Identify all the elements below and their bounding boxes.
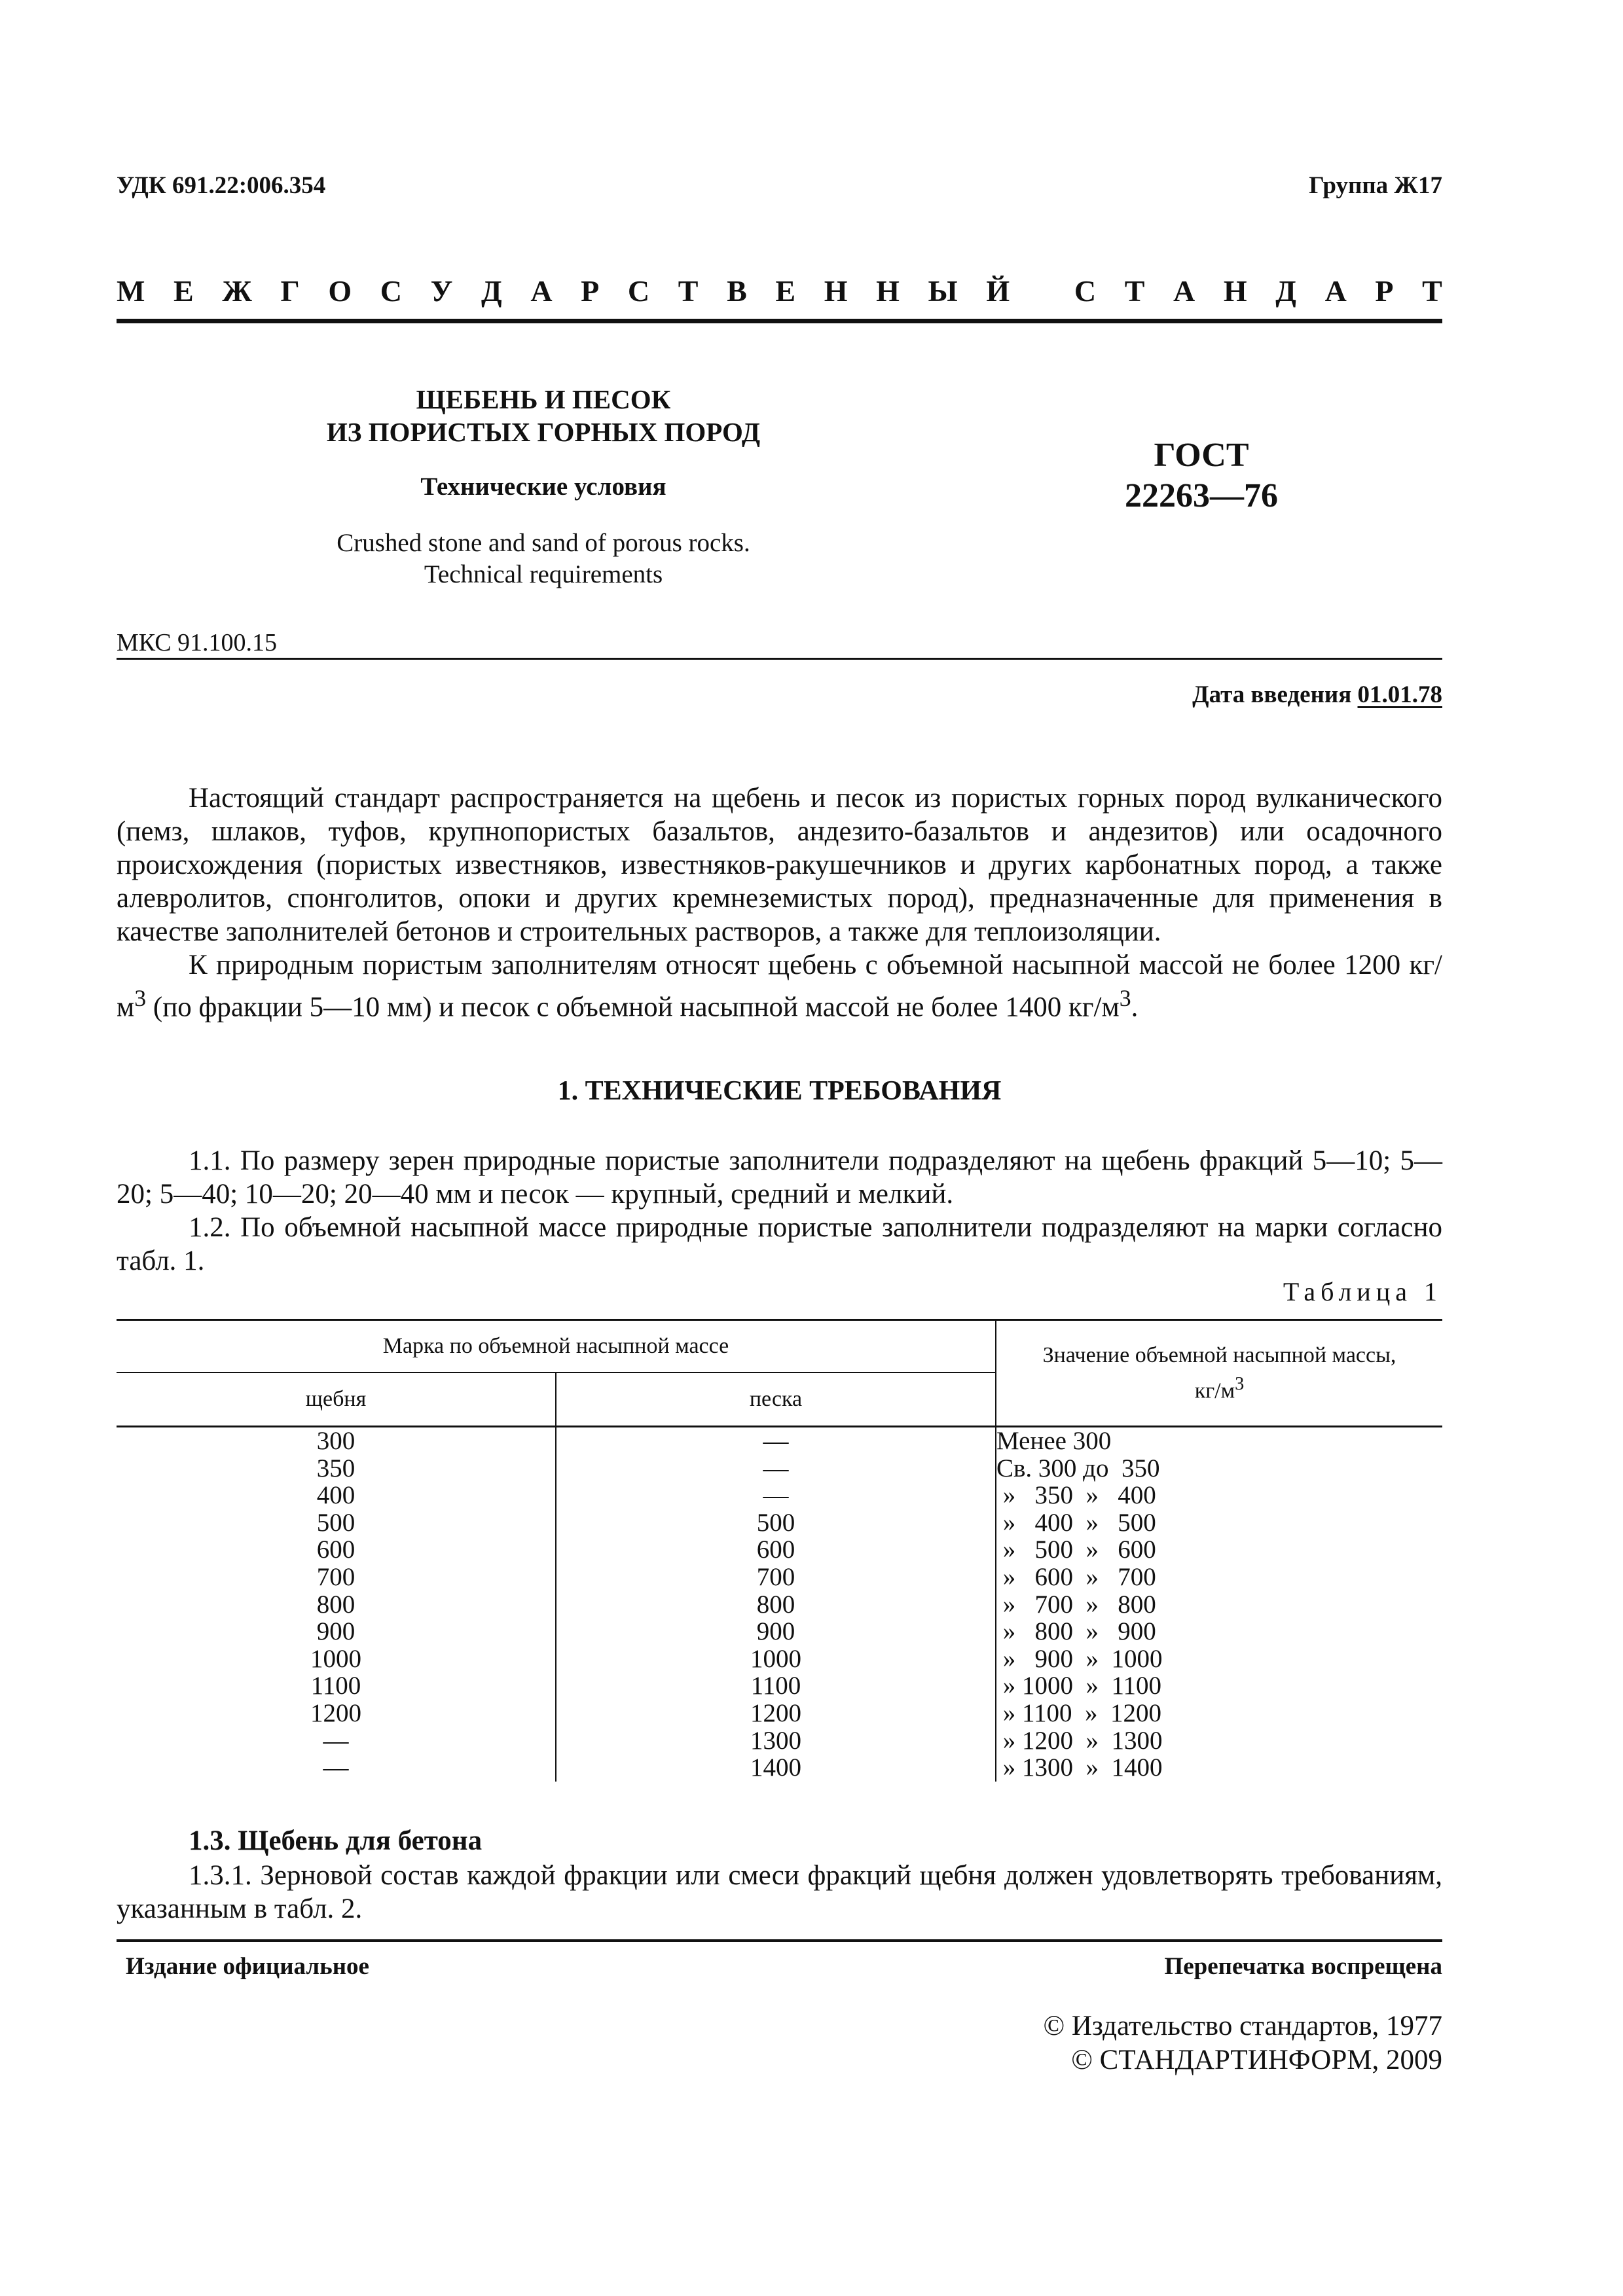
english-title (262, 528, 825, 590)
table-header-mark: Марка по объемной насыпной массе (117, 1320, 996, 1373)
table-cell-crushed: 1000 (310, 1644, 361, 1673)
intro-paragraph-1: Настоящий стандарт распространяется на щебень и песок из пористых горных пород вулканического (пемз, шлаков, туфов, крупнопористых базальтов, андезито-базальтов и андезитов) или осадочного происхождения (пористых известняков, известняков-ракушечников и других карбонатных пород, а также алевролитов, спонголитов, опоки и других кремнеземистых пород), предназначенные для применения в качестве заполнителей бетонов и строительных растворов, а также для теплоизоляции. (117, 783, 1442, 947)
table-column-values (996, 1427, 1442, 1782)
table-column-crushed (117, 1427, 556, 1782)
table-header-value-line: Значение объемной насыпной массы, (1042, 1342, 1396, 1367)
english-title-line-2: Technical requirements (424, 560, 663, 588)
interstate-letter: Р (1375, 274, 1394, 308)
table-cell-sand: — (763, 1481, 789, 1510)
footer-rule (117, 1939, 1442, 1942)
section-1-3-heading: 1.3. Щебень для бетона (189, 1825, 483, 1856)
table-cell-sand: 1100 (750, 1672, 801, 1700)
table-cell-sand: 800 (756, 1590, 795, 1619)
interstate-letter: Д (1275, 274, 1296, 308)
table-header-sand: песка (556, 1372, 996, 1427)
interstate-letter: Ж (222, 274, 252, 308)
table-cell-value: » 400 » 500 (996, 1508, 1156, 1537)
table-cell-value: » 500 » 600 (996, 1535, 1156, 1564)
table-cell-sand: 1200 (750, 1698, 801, 1727)
interstate-letter: Н (876, 274, 900, 308)
table-cell-value: Св. 300 до 350 (996, 1454, 1160, 1482)
group-code: Группа Ж17 (1309, 172, 1442, 199)
section-1-text (117, 1144, 1442, 1278)
copyright-1977: © Издательство стандартов, 1977 (1043, 2011, 1442, 2041)
table-cell-value: » 1000 » 1100 (996, 1672, 1162, 1700)
interstate-letter: Т (1124, 274, 1145, 308)
official-edition-label: Издание официальное (126, 1953, 369, 1980)
table-cell-sand: 1400 (750, 1753, 801, 1782)
table-column-sand (556, 1427, 996, 1782)
table-cell-sand: — (763, 1454, 789, 1482)
table-cell-crushed: 300 (316, 1427, 356, 1455)
table-cell-value: Менее 300 (996, 1427, 1112, 1455)
superscript-3: 3 (134, 985, 147, 1011)
gost-number: 22263—76 (1125, 477, 1278, 514)
table-cell-crushed: 700 (316, 1562, 356, 1591)
table-cell-sand: 1000 (750, 1644, 801, 1673)
interstate-letter: С (627, 274, 650, 308)
table-1 (117, 1319, 1442, 1782)
table-cell-sand: 500 (756, 1508, 795, 1537)
interstate-letter: О (328, 274, 352, 308)
table-cell-value: » 350 » 400 (996, 1481, 1156, 1510)
table-cell-crushed: 350 (316, 1454, 356, 1482)
table-cell-value: » 900 » 1000 (996, 1644, 1163, 1673)
interstate-letter: С (1074, 274, 1097, 308)
table-cell-value: » 1200 » 1300 (996, 1726, 1163, 1755)
interstate-letter: У (430, 274, 453, 308)
introduction-date (1192, 681, 1442, 709)
table-cell-crushed: 1100 (310, 1672, 361, 1700)
mks-rule (117, 658, 1442, 660)
interstate-letter: С (380, 274, 403, 308)
superscript-3: 3 (1119, 985, 1131, 1011)
interstate-letter: Е (775, 274, 796, 308)
interstate-letter: Н (824, 274, 848, 308)
title-block (262, 383, 825, 590)
section-1-heading: 1. ТЕХНИЧЕСКИЕ ТРЕБОВАНИЯ (557, 1076, 1002, 1106)
table-cell-crushed: 600 (316, 1535, 356, 1564)
copyright-2009: © СТАНДАРТИНФОРМ, 2009 (1071, 2045, 1442, 2075)
table-cell-value: » 800 » 900 (996, 1617, 1156, 1646)
table-cell-crushed: 500 (316, 1508, 356, 1537)
table-1-caption: Таблица 1 (1283, 1277, 1442, 1306)
table-cell-value: » 600 » 700 (996, 1562, 1156, 1591)
section-1-3-text (117, 1859, 1442, 1926)
table-cell-sand: 600 (756, 1535, 795, 1564)
interstate-letter: А (1324, 274, 1347, 308)
paragraph-1-3-1: 1.3.1. Зерновой состав каждой фракции или смеси фракций щебня должен удовлетворять требованиям, указанным в табл. 2. (117, 1860, 1442, 1924)
gost-label: ГОСТ (1154, 437, 1249, 474)
title-line-2: ИЗ ПОРИСТЫХ ГОРНЫХ ПОРОД (326, 417, 761, 447)
superscript-3: 3 (1235, 1373, 1245, 1394)
english-title-line-1: Crushed stone and sand of porous rocks. (337, 529, 750, 557)
table-cell-sand: — (763, 1427, 789, 1455)
date-value: 01.01.78 (1357, 681, 1442, 708)
interstate-letter: Ы (928, 274, 958, 308)
date-label: Дата введения (1192, 681, 1352, 708)
table-header-crushed: щебня (117, 1372, 556, 1427)
table-cell-sand: 1300 (750, 1726, 801, 1755)
intro-p2-part-a: К природным пористым заполнителям относят щебень с объемной насыпной массой не более 1200 кг/м (117, 950, 1442, 1023)
table-cell-sand: 900 (756, 1617, 795, 1646)
table-cell-crushed: — (323, 1726, 349, 1755)
table-header-value (996, 1320, 1442, 1427)
interstate-letter: Т (1422, 274, 1442, 308)
subtitle: Технические условия (420, 473, 666, 501)
mks-code: МКС 91.100.15 (117, 629, 278, 656)
paragraph-1-2: 1.2. По объемной насыпной массе природные пористые заполнители подразделяют на марки согласно табл. 1. (117, 1212, 1442, 1276)
udk-code: УДК 691.22:006.354 (117, 172, 326, 199)
table-cell-sand: 700 (756, 1562, 795, 1591)
interstate-letter: Г (280, 274, 300, 308)
table-cell-value: » 1100 » 1200 (996, 1698, 1162, 1727)
paragraph-1-1: 1.1. По размеру зерен природные пористые заполнители подразделяют на щебень фракций 5—10; 5—20; 5—40; 10—20; 20—40 мм и песок — крупный, средний и мелкий. (117, 1145, 1442, 1210)
table-cell-value: » 1300 » 1400 (996, 1753, 1163, 1782)
gost-designation (1074, 435, 1329, 516)
table-cell-crushed: 1200 (310, 1698, 361, 1727)
interstate-letter: Д (481, 274, 502, 308)
interstate-letter: А (1173, 274, 1195, 308)
table-header-unit: кг/м (1194, 1378, 1235, 1403)
table-cell-value: » 700 » 800 (996, 1590, 1156, 1619)
intro-text (117, 781, 1442, 1024)
interstate-standard-heading (117, 274, 1442, 308)
intro-p2-part-b: (по фракции 5—10 мм) и песок с объемной насыпной массой не более 1400 кг/м (146, 992, 1120, 1023)
reprint-prohibited-label: Перепечатка воспрещена (1164, 1953, 1442, 1980)
table-header-value-unit-line (996, 1370, 1442, 1405)
table-cell-crushed: 800 (316, 1590, 356, 1619)
table-cell-crushed: 400 (316, 1481, 356, 1510)
interstate-letter: В (727, 274, 747, 308)
table-cell-crushed: — (323, 1753, 349, 1782)
word-gap (1038, 274, 1046, 308)
interstate-letter: Е (173, 274, 194, 308)
table-cell-crushed: 900 (316, 1617, 356, 1646)
interstate-letter: Й (986, 274, 1010, 308)
interstate-letter: М (117, 274, 145, 308)
interstate-letter: Н (1223, 274, 1247, 308)
intro-p2-end: . (1131, 992, 1139, 1023)
header-rule (117, 319, 1442, 323)
intro-paragraph-2 (117, 948, 1442, 1024)
copyright-block (1043, 2009, 1442, 2077)
title-line-1: ЩЕБЕНЬ И ПЕСОК (416, 384, 671, 414)
interstate-letter: Р (581, 274, 600, 308)
interstate-letter: А (530, 274, 553, 308)
interstate-letter: Т (678, 274, 699, 308)
